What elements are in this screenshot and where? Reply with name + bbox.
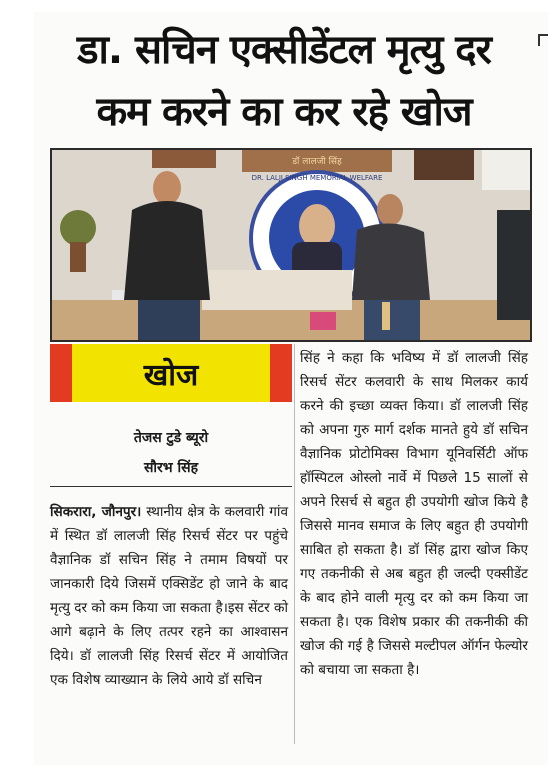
tag-accent-right — [270, 344, 292, 402]
dateline: सिकरारा, जौनपुर। — [50, 504, 142, 520]
headline-line-2: कम करने का कर रहे खोज — [96, 89, 472, 135]
headline-line-1: डा. सचिन एक्सीडेंटल मृत्यु दर — [77, 27, 491, 73]
bureau-byline: तेजस टुडे ब्यूरो — [133, 430, 209, 446]
news-photo — [50, 148, 532, 342]
article-column-1 — [50, 500, 288, 692]
column-2-text: सिंह ने कहा कि भविष्य में डॉ लालजी सिंह रिसर्च सेंटर कलवारी के साथ मिलकर कार्य करने की इच्छा व्यक्त किया। डॉ लालजी सिंह को अपना गुरु मार्ग दर्शक मानते हुये डॉ सचिन वैज्ञानिक प्रोटोमिक्स विभाग यूनिवर्सिटी ऑफ हॉस्पिटल ओस्लो नार्वे में पिछले 15 सालों से अपने रिसर्च से बहुत ही उपयोगी खोज किये है जिससे मानव समाज के लिए बहुत ही उपयोगी साबित हो सकता है। डॉ सिंह द्वारा खोज किए गए तकनीकी से अब बहुत ही जल्दी एक्सीडेंट के बाद होने वाली मृत्यु दर को कम किया जा सकता है। एक विशेष प्रकार की तकनीकी की खोज की गई है जिससे मल्टीपल ऑर्गन फेल्योर को बचाया जा सकता है। — [300, 350, 528, 678]
banner-text: DR. LALJI SINGH MEMORIAL WELFARE — [251, 174, 383, 182]
article-column-2 — [300, 346, 528, 682]
byline-rule — [50, 486, 292, 487]
column-1-text: स्थानीय क्षेत्र के कलवारी गांव में स्थित डॉ लालजी सिंह रिसर्च सेंटर पर पहुंचे वैज्ञानिक डॉ सचिन सिंह ने तमाम विषयों पर जानकारी दिये जिसमें एक्सिडेंट हो जाने के बाद मृत्यु दर को कम किया जा सकता है।इस सेंटर को आगे बढ़ाने के लिए तत्पर रहने का आश्वासन दिये। डॉ लालजी सिंह रिसर्च सेंटर में आयोजित एक विशेष व्याख्यान के लिये आये डॉ सचिन — [50, 504, 288, 688]
section-tag-label: खोज — [143, 357, 199, 393]
plaque-text: डॉ लालजी सिंह — [292, 157, 342, 167]
page-edge-mark — [538, 34, 548, 46]
column-divider — [294, 344, 295, 744]
section-tag — [50, 344, 292, 402]
author-byline: सौरभ सिंह — [143, 460, 199, 476]
tag-accent-left — [50, 344, 72, 402]
